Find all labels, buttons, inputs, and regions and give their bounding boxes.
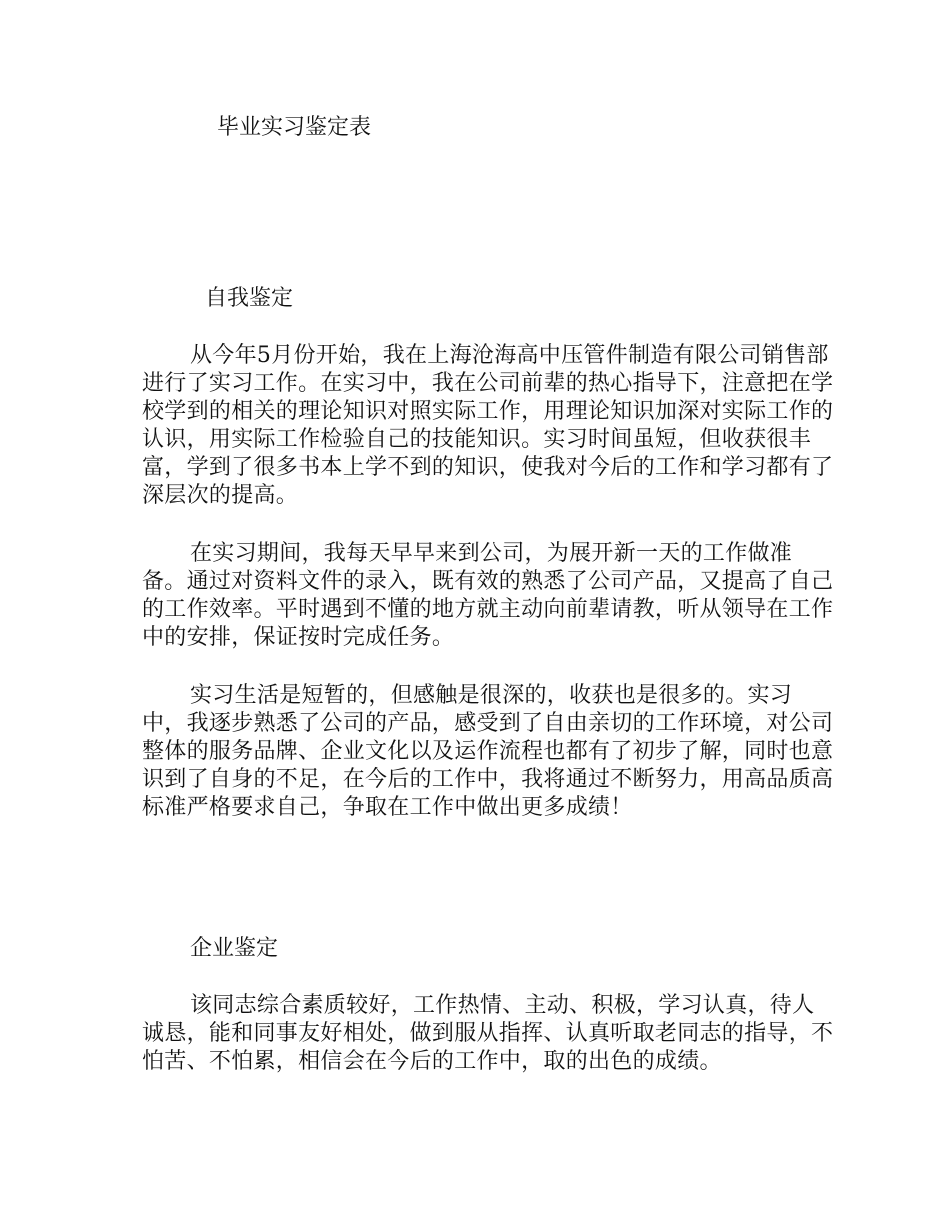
company-assessment-paragraph: 该同志综合素质较好，工作热情、主动、积极，学习认真，待人诚恳，能和同事友好相处，做到服从指挥、认真听取老同志的指导，不怕苦、不怕累，相信会在今后的工作中，取的出色的成绩。 bbox=[142, 993, 834, 1074]
self-assessment-heading: 自我鉴定 bbox=[205, 286, 294, 311]
self-assessment-paragraph-2: 在实习期间，我每天早早来到公司，为展开新一天的工作做准备。通过对资料文件的录入，既有效的熟悉了公司产品，又提高了自己的工作效率。平时遇到不懂的地方就主动向前辈请教，听从领导在工作中的安排，保证按时完成任务。 bbox=[142, 541, 834, 650]
self-assessment-paragraph-3: 实习生活是短暂的，但感触是很深的，收获也是很多的。实习中，我逐步熟悉了公司的产品，感受到了自由亲切的工作环境，对公司整体的服务品牌、企业文化以及运作流程也都有了初步了解，同时也意识到了自身的不足，在今后的工作中，我将通过不断努力，用高品质高标准严格要求自己，争取在工作中做出更多成绩！ bbox=[142, 683, 834, 820]
self-assessment-paragraph-1: 从今年5月份开始，我在上海沧海高中压管件制造有限公司销售部进行了实习工作。在实习中，我在公司前辈的热心指导下，注意把在学校学到的相关的理论知识对照实际工作，用理论知识加深对实际工作的认识，用实际工作检验自己的技能知识。实习时间虽短，但收获很丰富，学到了很多书本上学不到的知识，使我对今后的工作和学习都有了深层次的提高。 bbox=[142, 343, 834, 508]
company-assessment-heading: 企业鉴定 bbox=[190, 936, 279, 961]
document-title: 毕业实习鉴定表 bbox=[217, 115, 372, 140]
